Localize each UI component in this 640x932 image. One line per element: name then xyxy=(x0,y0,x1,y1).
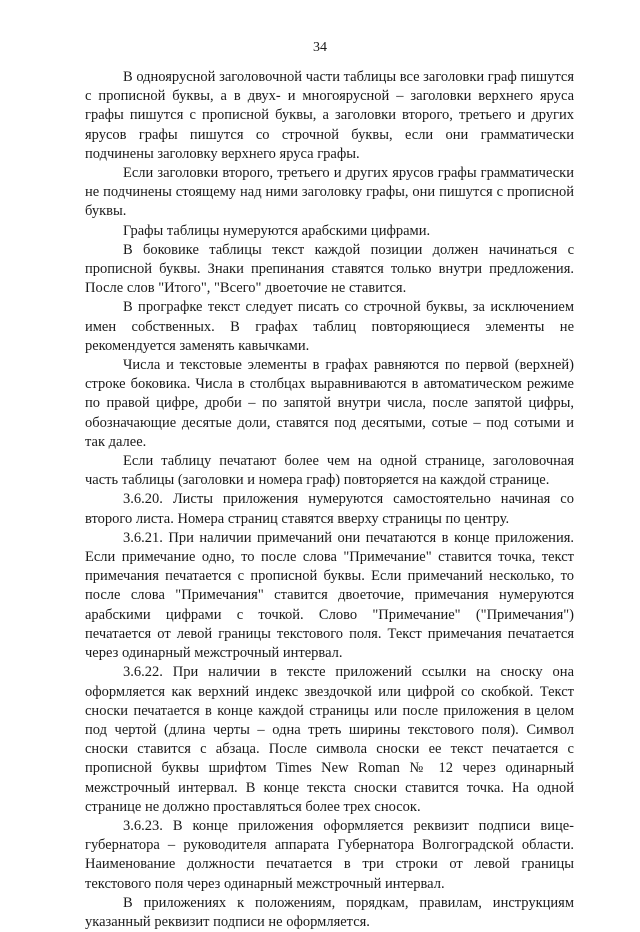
page-number: 34 xyxy=(313,40,327,55)
paragraph-multipage-table: Если таблицу печатают более чем на одной странице, заголовочная часть таблицы (заголовки и номера граф) повторяется на каждой странице. xyxy=(85,453,574,489)
paragraph-table-header-capitalization: В одноярусной заголовочной части таблицы все заголовки граф пишутся с прописной буквы, а в двух- и многоярусной – заголовки верхнего яруса графы пишутся с прописной буквы, а заголовки второго, третьего и других ярусов графы пишутся со строчной буквы, если они грамматически подчинены заголовку верхнего яруса графы. xyxy=(85,69,574,162)
paragraph-column-numbering: Графы таблицы нумеруются арабскими цифрами. xyxy=(123,222,431,239)
paragraph-subordinate-headers: Если заголовки второго, третьего и других ярусов графы грамматически не подчинены стоящему над ними заголовку графы, они пишутся с прописной буквы. xyxy=(85,165,574,220)
paragraph-section-3-6-23: 3.6.23. В конце приложения оформляется реквизит подписи вице-губернатора – руководителя аппарата Губернатора Волгоградской области. Наименование должности печатается в три строки от левой границы текстового поля через одинарный межстрочный интервал. xyxy=(85,817,574,892)
paragraph-table-body-text: В прографке текст следует писать со строчной буквы, за исключением имен собственных. В графах таблиц повторяющиеся элементы не рекомендуется заменять кавычками. xyxy=(85,299,574,354)
paragraph-section-3-6-21: 3.6.21. При наличии примечаний они печатаются в конце приложения. Если примечание одно, то после слова "Примечание" ставится точка, текст примечания печатается с прописной буквы. Если примечаний несколько, то после слова "Примечания" ставится двоеточие, примечания нумеруются арабскими цифрами с точкой. Слово "Примечание" ("Примечания") печатается от левой границы текстового поля. Текст примечания печатается через одинарный межстрочный интервал. xyxy=(85,529,574,662)
paragraph-section-3-6-20: 3.6.20. Листы приложения нумеруются самостоятельно начиная со второго листа. Номера страниц ставятся вверху страницы по центру. xyxy=(85,491,574,527)
document-body xyxy=(85,68,574,932)
paragraph-number-alignment: Числа и текстовые элементы в графах равняются по первой (верхней) строке боковика. Числа в столбцах выравниваются в автоматическом режиме по правой цифре, дроби – по запятой внутри числа, после запятой цифры, обозначающие десятые доли, ставятся под десятыми, сотые – под сотыми и так далее. xyxy=(85,357,574,450)
paragraph-section-3-6-22: 3.6.22. При наличии в тексте приложений ссылки на сноску она оформляется как верхний индекс звездочкой или цифрой со скобкой. Текст сноски печатается в конце каждой страницы или после приложения в целом под чертой (длина черты – одна треть ширины текстового поля). Символ сноски ставится с абзаца. После символа сноски ее текст печатается с прописной буквы шрифтом Times New Roman № 12 через одинарный межстрочный интервал. В конце текста сноски ставится точка. На одной странице не должно проставляться более трех сносок. xyxy=(85,664,574,815)
paragraph-signature-exception: В приложениях к положениям, порядкам, правилам, инструкциям указанный реквизит подписи не оформляется. xyxy=(85,894,574,930)
paragraph-stub-text: В боковике таблицы текст каждой позиции должен начинаться с прописной буквы. Знаки препинания ставятся только внутри предложения. После слов "Итого", "Всего" двоеточие не ставится. xyxy=(85,241,574,297)
